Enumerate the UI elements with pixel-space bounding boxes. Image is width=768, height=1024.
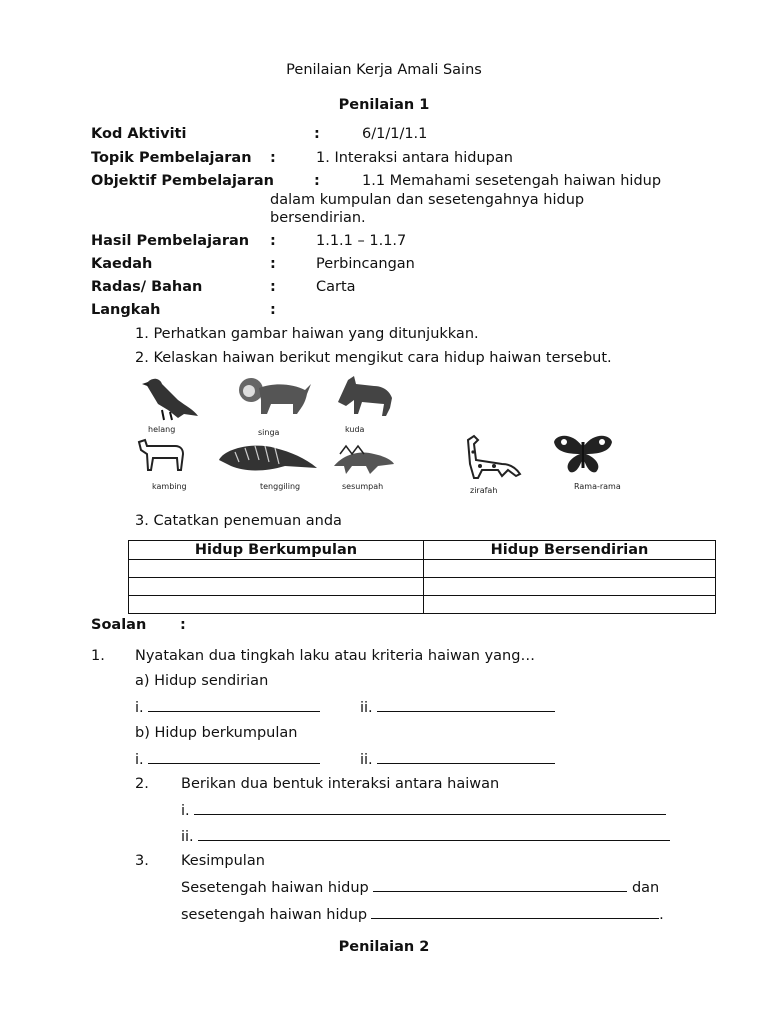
langkah-sep: : [270, 302, 276, 318]
q3-text: Kesimpulan [181, 853, 265, 869]
q3-line2-start: sesetengah haiwan hidup [181, 907, 368, 923]
table-cell[interactable] [129, 596, 424, 614]
label-helang: helang [148, 425, 176, 434]
label-rama-rama: Rama-rama [574, 482, 621, 491]
section-title-penilaian-1: Penilaian 1 [338, 97, 430, 113]
label-zirafah: zirafah [470, 486, 498, 495]
q3-line1-start: Sesetengah haiwan hidup [181, 880, 369, 896]
kaedah-label: Kaedah [91, 256, 153, 272]
answer-line[interactable] [148, 699, 320, 712]
q1-number: 1. [91, 648, 105, 664]
radas-sep: : [270, 279, 276, 295]
roman-i: i. [135, 700, 144, 716]
q3-line1-end: dan [631, 880, 660, 896]
roman-ii: ii. [360, 700, 373, 716]
objektif-label: Objektif Pembelajaran [91, 173, 274, 189]
label-tenggiling: tenggiling [260, 482, 301, 491]
hasil-label: Hasil Pembelajaran [91, 233, 250, 249]
q3-number: 3. [135, 853, 149, 869]
butterfly-icon [552, 432, 614, 476]
q1a-i [135, 699, 320, 716]
roman-i: i. [135, 752, 144, 768]
kod-label: Kod Aktiviti [91, 126, 187, 142]
langkah-label: Langkah [91, 302, 161, 318]
q2-number: 2. [135, 776, 149, 792]
table-cell[interactable] [424, 560, 716, 578]
record-table [128, 540, 716, 614]
horse-icon [330, 372, 396, 420]
answer-line[interactable] [198, 828, 670, 841]
topik-label: Topik Pembelajaran [91, 150, 252, 166]
soalan-label: Soalan [91, 617, 147, 633]
answer-line[interactable] [194, 802, 666, 815]
answer-line[interactable] [373, 879, 627, 892]
table-cell[interactable] [129, 560, 424, 578]
q2-text: Berikan dua bentuk interaksi antara haiwan [181, 776, 500, 792]
label-kambing: kambing [152, 482, 187, 491]
pangolin-icon [215, 440, 320, 476]
document-title: Penilaian Kerja Amali Sains [286, 62, 482, 78]
objektif-sep: : [314, 173, 320, 189]
answer-line[interactable] [377, 751, 555, 764]
roman-ii: ii. [360, 752, 373, 768]
radas-label: Radas/ Bahan [91, 279, 203, 295]
topik-value: 1. Interaksi antara hidupan [316, 150, 513, 166]
step-3: 3. Catatkan penemuan anda [135, 513, 342, 529]
header-berkumpulan: Hidup Berkumpulan [129, 541, 424, 560]
roman-ii: ii. [181, 829, 194, 845]
q2-ii [181, 828, 670, 845]
header-bersendirian: Hidup Bersendirian [424, 541, 716, 560]
step-1: 1. Perhatkan gambar haiwan yang ditunjukkan. [135, 326, 479, 342]
lizard-icon [330, 440, 396, 476]
table-row [129, 560, 716, 578]
q3-line-1 [181, 879, 659, 896]
kaedah-sep: : [270, 256, 276, 272]
label-kuda: kuda [345, 425, 365, 434]
hasil-value: 1.1.1 – 1.1.7 [316, 233, 407, 249]
table-cell[interactable] [424, 596, 716, 614]
roman-i: i. [181, 803, 190, 819]
q1b-text: b) Hidup berkumpulan [135, 725, 298, 741]
table-row [129, 578, 716, 596]
objektif-line2: dalam kumpulan dan sesetengahnya hidup [270, 192, 585, 208]
eagle-icon [138, 374, 200, 422]
label-sesumpah: sesumpah [342, 482, 384, 491]
table-cell[interactable] [129, 578, 424, 596]
objektif-line3: bersendirian. [270, 210, 366, 226]
goat-icon [135, 438, 187, 474]
q1-text: Nyatakan dua tingkah laku atau kriteria haiwan yang… [135, 648, 535, 664]
radas-value: Carta [316, 279, 356, 295]
hasil-sep: : [270, 233, 276, 249]
soalan-sep: : [180, 617, 186, 633]
q3-line2-end: . [659, 907, 664, 923]
q1a-ii [360, 699, 555, 716]
answer-line[interactable] [371, 906, 659, 919]
table-row [129, 596, 716, 614]
objektif-value: 1.1 Memahami sesetengah haiwan hidup [362, 173, 662, 189]
step-2: 2. Kelaskan haiwan berikut mengikut cara hidup haiwan tersebut. [135, 350, 612, 366]
label-singa: singa [258, 428, 280, 437]
kod-sep: : [314, 126, 320, 142]
q2-i [181, 802, 666, 819]
lion-icon [235, 374, 313, 420]
q3-line-2 [181, 906, 664, 923]
section-title-penilaian-2: Penilaian 2 [338, 939, 430, 955]
topik-sep: : [270, 150, 276, 166]
kod-value: 6/1/1/1.1 [362, 126, 428, 142]
table-cell[interactable] [424, 578, 716, 596]
q1b-i [135, 751, 320, 768]
giraffe-icon [458, 434, 522, 480]
q1b-ii [360, 751, 555, 768]
answer-line[interactable] [148, 751, 320, 764]
q1a-text: a) Hidup sendirian [135, 673, 269, 689]
answer-line[interactable] [377, 699, 555, 712]
kaedah-value: Perbincangan [316, 256, 415, 272]
